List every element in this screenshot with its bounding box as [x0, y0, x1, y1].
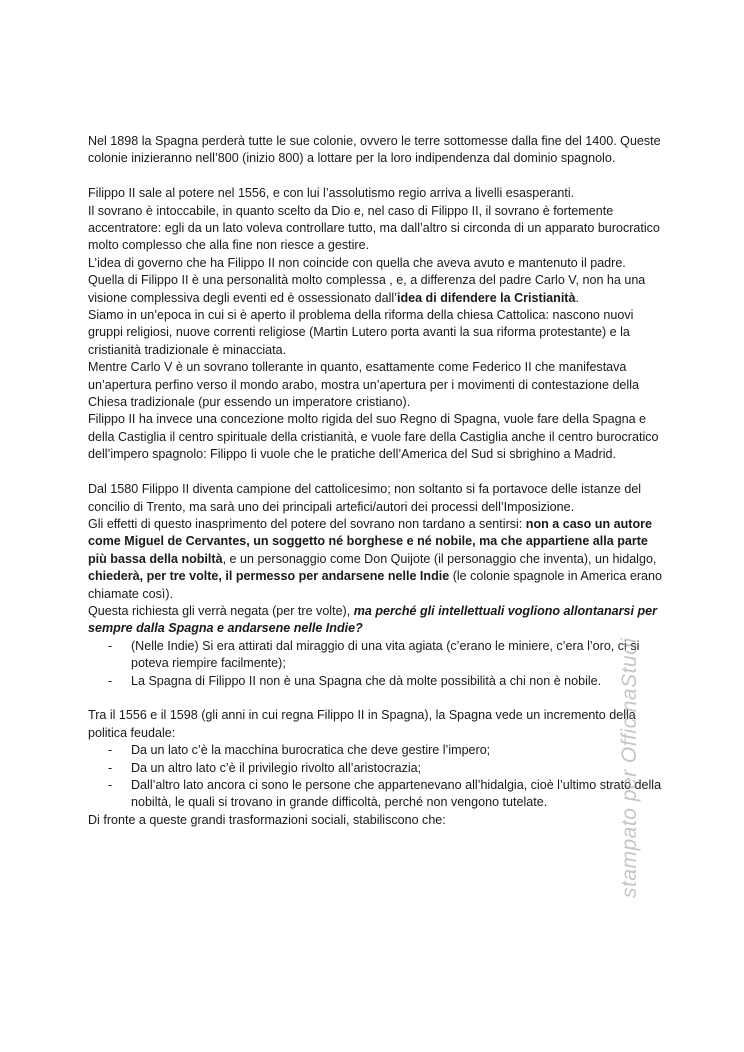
watermark: stampato per OfficinaStudi	[618, 637, 641, 898]
dash-bullet: -	[108, 760, 113, 775]
list-item	[88, 777, 663, 812]
bold-italic-text-run: ma perché gli intellettuali vogliono allontanarsi per sempre dalla Spagna e andarsene nelle Indie?	[88, 603, 657, 636]
list-item-text: La Spagna di Filippo II non è una Spagna che dà molte possibilità a chi non è nobile.	[131, 673, 602, 688]
text-run: Quella di Filippo II è una personalità molto complessa , e, a differenza del padre Carlo V, non ha una visione complessiva degli eventi ed è ossessionato dall’	[88, 273, 646, 305]
text-run: , e un personaggio come Don Quijote (il personaggio che inventa), un hidalgo,	[222, 551, 657, 566]
list-item	[88, 742, 663, 759]
paragraph: Filippo II sale al potere nel 1556, e con lui l’assolutismo regio arriva a livelli esasperanti.	[88, 186, 575, 201]
text-run: Questa richiesta gli verrà negata (per tre volte),	[88, 603, 354, 618]
paragraph: Nel 1898 la Spagna perderà tutte le sue colonie, ovvero le terre sottomesse dalla fine del 1400. Queste colonie inizieranno nell’800 (inizio 800) a lottare per la loro indipendenza dal dominio spagnolo.	[88, 134, 661, 166]
document-page	[88, 133, 663, 829]
paragraph: Tra il 1556 e il 1598 (gli anni in cui regna Filippo II in Spagna), la Spagna vede un incremento della politica feudale:	[88, 708, 636, 740]
list-item-text: Dall’altro lato ancora ci sono le persone che appartenevano all’hidalgia, cioè l’ultimo strato della nobiltà, le quali si trovano in grande difficoltà, perché non vengono tutelate.	[131, 777, 662, 810]
dash-bullet: -	[108, 673, 113, 688]
bold-text-run: idea di difendere la Cristianità	[396, 290, 576, 305]
paragraph	[88, 603, 663, 638]
paragraph	[88, 516, 663, 603]
paragraph: L’idea di governo che ha Filippo II non coincide con quella che aveva avuto e mantenuto il padre.	[88, 255, 626, 270]
paragraph-gap	[88, 464, 663, 481]
dash-bullet: -	[108, 777, 113, 792]
paragraph: Mentre Carlo V è un sovrano tollerante in quanto, esattamente come Federico II che manifestava un’apertura perfino verso il mondo arabo, mostra un’apertura per i movimenti di contestazione della Chiesa tradizionale (pur essendo un imperatore cristiano).	[88, 360, 639, 410]
paragraph: Di fronte a queste grandi trasformazioni sociali, stabiliscono che:	[88, 812, 446, 827]
paragraph: Siamo in un’epoca in cui si è aperto il problema della riforma della chiesa Cattolica: nascono nuovi gruppi religiosi, nuove correnti religiose (Martin Lutero porta avanti la sua riforma protestante) e la cristianità tradizionale è minacciata.	[88, 308, 634, 357]
paragraph: Filippo II ha invece una concezione molto rigida del suo Regno di Spagna, vuole fare della Spagna e della Castiglia il centro spirituale della cristianità, e vuole fare della Castiglia anche il centro burocratico dell’impero spagnolo: Filippo Ii vuole che le pratiche dell’America del Sud si sbrighino a Madrid.	[88, 412, 659, 462]
dash-bullet: -	[108, 638, 113, 653]
paragraph-gap	[88, 168, 663, 185]
bold-text-run: non a caso un autore come Miguel de Cervantes, un soggetto né borghese e né nobile, ma che appartiene alla parte più bassa della nobiltà	[88, 516, 652, 566]
list-item	[88, 673, 663, 690]
paragraph	[88, 272, 663, 307]
paragraph: Dal 1580 Filippo II diventa campione del cattolicesimo; non soltanto si fa portavoce delle istanze del concilio di Trento, ma sarà uno dei principali artefici/autori dei processi dell’Imposizione.	[88, 482, 642, 514]
dash-bullet: -	[108, 743, 113, 758]
text-run: Gli effetti di questo inasprimento del potere del sovrano non tardano a sentirsi:	[88, 516, 526, 531]
text-run: (le colonie spagnole in America erano chiamate così).	[88, 569, 662, 601]
list-item-text: Da un lato c’è la macchina burocratica che deve gestire l’impero;	[131, 743, 491, 758]
list-item-text: (Nelle Indie) Si era attirati dal miraggio di una vita agiata (c’erano le miniere, c’era l’oro, ci si poteva riempire facilmente);	[131, 638, 640, 671]
paragraph-gap	[88, 690, 663, 707]
list-item	[88, 760, 663, 777]
list-item-text: Da un altro lato c’è il privilegio rivolto all’aristocrazia;	[131, 760, 422, 775]
bold-text-run: chiederà, per tre volte, il permesso per andarsene nelle Indie	[88, 569, 450, 584]
list-item	[88, 638, 663, 673]
dash-list	[88, 638, 663, 690]
paragraph: Il sovrano è intoccabile, in quanto scelto da Dio e, nel caso di Filippo II, il sovrano è fortemente accentratore: egli da un lato voleva controllare tutto, ma dall’altro si circonda di un apparato burocratico molto complesso che alla fine non riesce a gestire.	[88, 203, 660, 253]
text-run: .	[575, 290, 579, 305]
dash-list	[88, 742, 663, 812]
